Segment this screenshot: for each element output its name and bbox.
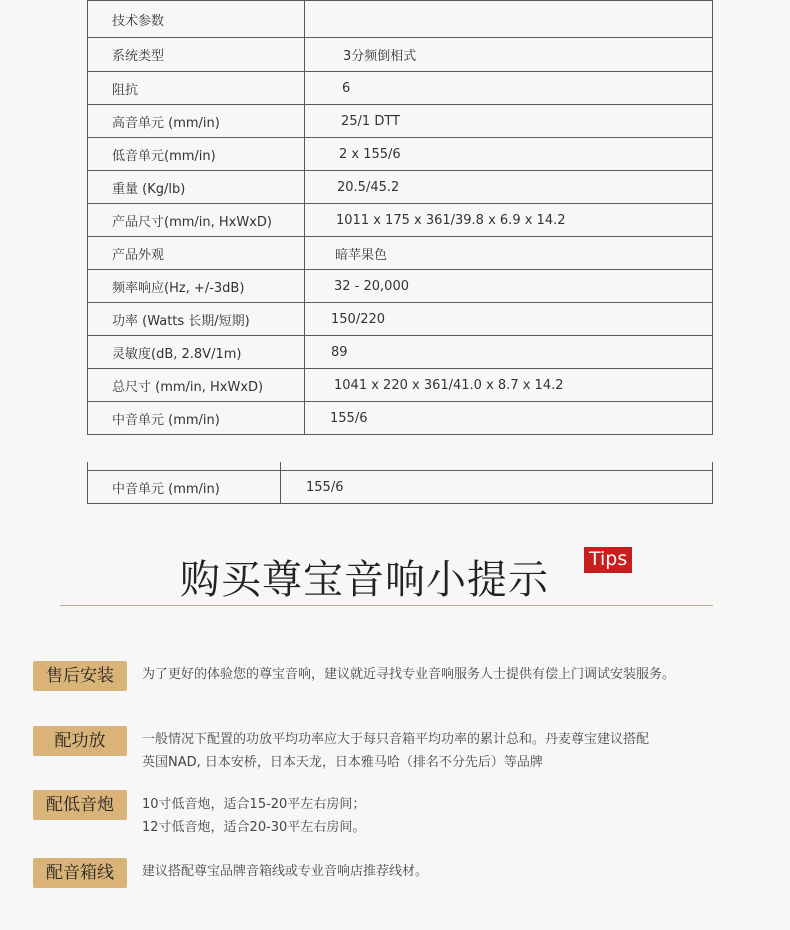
spec-key: 中音单元 (mm/in): [88, 402, 305, 435]
tip-text-amplifier: 一般情况下配置的功放平均功率应大于每只音箱平均功率的累计总和。丹麦尊宝建议搭配 英国NAD, 日本安桥，日本天龙，日本雅马哈（排名不分先后）等品牌: [142, 732, 650, 770]
spec-row: [88, 237, 713, 270]
spec-value: 155/6: [281, 471, 713, 504]
spec-header-row: [88, 1, 713, 38]
spec-key: 频率响应(Hz, +/-3dB): [88, 270, 305, 303]
spec-row: [88, 336, 713, 369]
spec-stub-row: [88, 462, 713, 471]
spec-key: 产品尺寸(mm/in, HxWxD): [88, 204, 305, 237]
spec-value: 6: [305, 72, 713, 105]
spec-value: 155/6: [305, 402, 713, 435]
tips-badge: Tips: [584, 547, 632, 573]
spec-value: 25/1 DTT: [305, 105, 713, 138]
spec-row: [88, 38, 713, 72]
spec-key: 灵敏度(dB, 2.8V/1m): [88, 336, 305, 369]
spec-key: 总尺寸 (mm/in, HxWxD): [88, 369, 305, 402]
spec-row: [88, 471, 713, 504]
spec-key: 重量 (Kg/lb): [88, 171, 305, 204]
spec-value: 暗苹果色: [305, 237, 713, 270]
tip-text-after-sales: 为了更好的体验您的尊宝音响，建议就近寻找专业音响服务人士提供有偿上门调试安装服务。: [142, 667, 676, 682]
spec-key: 系统类型: [88, 38, 305, 72]
spec-value: 3分频倒相式: [305, 38, 713, 72]
spec-value: 150/220: [305, 303, 713, 336]
tips-title: 购买尊宝音响小提示: [180, 557, 549, 603]
tip-label-amplifier: 配功放: [33, 726, 127, 756]
spec-key: 功率 (Watts 长期/短期): [88, 303, 305, 336]
tip-text-speaker-cable: 建议搭配尊宝品牌音箱线或专业音响店推荐线材。: [142, 864, 429, 879]
spec-key: 阻抗: [88, 72, 305, 105]
spec-table: [87, 0, 713, 435]
spec-key: 高音单元 (mm/in): [88, 105, 305, 138]
tip-label-after-sales: 售后安装: [33, 661, 127, 691]
spec-value: 32 - 20,000: [305, 270, 713, 303]
spec-key: 低音单元(mm/in): [88, 138, 305, 171]
tip-label-subwoofer: 配低音炮: [33, 790, 127, 820]
spec-header-label: 技术参数: [88, 1, 305, 38]
tip-label-speaker-cable: 配音箱线: [33, 858, 127, 888]
spec-table-continued: [87, 462, 713, 504]
spec-value: 1011 x 175 x 361/39.8 x 6.9 x 14.2: [305, 204, 713, 237]
spec-value: 1041 x 220 x 361/41.0 x 8.7 x 14.2: [305, 369, 713, 402]
spec-key: 产品外观: [88, 237, 305, 270]
divider: [60, 605, 713, 606]
spec-value: 2 x 155/6: [305, 138, 713, 171]
spec-row: [88, 270, 713, 303]
spec-row: [88, 105, 713, 138]
spec-row: [88, 204, 713, 237]
spec-header-value: [305, 1, 713, 38]
spec-row: [88, 171, 713, 204]
spec-value: 89: [305, 336, 713, 369]
spec-row: [88, 72, 713, 105]
spec-row: [88, 402, 713, 435]
spec-row: [88, 369, 713, 402]
spec-row: [88, 138, 713, 171]
tip-text-subwoofer: 10寸低音炮，适合15-20平左右房间； 12寸低音炮，适合20-30平左右房间。: [142, 797, 366, 835]
spec-value: 20.5/45.2: [305, 171, 713, 204]
spec-key: 中音单元 (mm/in): [88, 471, 281, 504]
spec-row: [88, 303, 713, 336]
